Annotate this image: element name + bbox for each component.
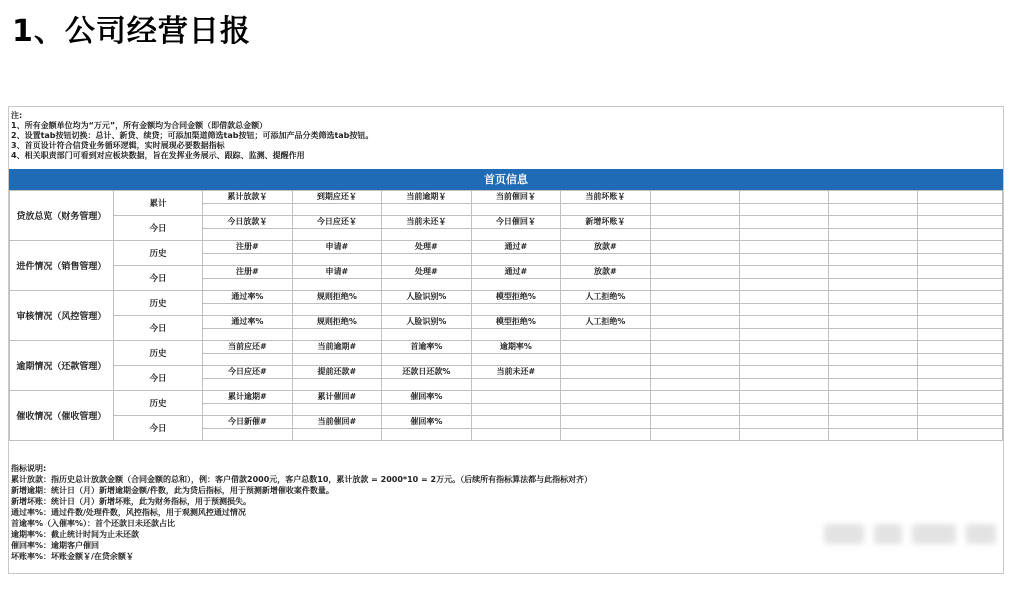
metric-cell: [828, 341, 917, 354]
metric-cell: 通过#: [471, 241, 560, 254]
metric-cell: [917, 366, 1002, 379]
value-cell: [292, 328, 381, 341]
metric-cell: 人脸识别%: [382, 291, 472, 304]
value-cell: [471, 378, 560, 391]
metric-cell: 人工拒绝%: [561, 291, 650, 304]
metric-cell: 当前未还￥: [382, 216, 472, 229]
metric-cell: 处理#: [382, 241, 472, 254]
metric-cell: [739, 216, 828, 229]
table-row: [10, 316, 1003, 329]
value-cell: [917, 353, 1002, 366]
value-cell: [561, 378, 650, 391]
metric-cell: 申请#: [292, 266, 381, 279]
metric-cell: 今日新催#: [203, 416, 292, 429]
metric-cell: [471, 416, 560, 429]
legend-line: 坏账率%：坏账金额￥/在贷余额￥: [11, 552, 134, 561]
metric-cell: [739, 266, 828, 279]
metric-cell: 催回率%: [382, 416, 472, 429]
value-cell: [471, 278, 560, 291]
value-cell: [292, 253, 381, 266]
metric-cell: [828, 366, 917, 379]
value-cell: [739, 203, 828, 216]
value-cell: [561, 328, 650, 341]
metric-cell: [739, 366, 828, 379]
value-cell: [203, 328, 292, 341]
value-cell: [650, 378, 739, 391]
value-cell: [471, 303, 560, 316]
metric-cell: 累计催回#: [292, 391, 381, 404]
value-cell: [382, 328, 472, 341]
metric-cell: 放款#: [561, 266, 650, 279]
table-row: [10, 366, 1003, 379]
value-cell: [828, 328, 917, 341]
table-row: [10, 391, 1003, 404]
metric-cell: [561, 341, 650, 354]
value-cell: [650, 428, 739, 441]
metric-cell: [917, 416, 1002, 429]
metric-cell: 当前应还#: [203, 341, 292, 354]
note-line: 3、首页设计符合信贷业务循环逻辑，实时展现必要数据指标: [11, 141, 225, 150]
metric-cell: 申请#: [292, 241, 381, 254]
metric-cell: 今日放款￥: [203, 216, 292, 229]
value-cell: [739, 253, 828, 266]
value-cell: [203, 403, 292, 416]
metric-cell: 放款#: [561, 241, 650, 254]
value-cell: [292, 228, 381, 241]
value-cell: [828, 353, 917, 366]
value-cell: [917, 403, 1002, 416]
metric-cell: [650, 266, 739, 279]
table-row: [10, 416, 1003, 429]
value-cell: [292, 378, 381, 391]
value-cell: [650, 203, 739, 216]
metric-cell: [917, 391, 1002, 404]
metric-cell: [561, 416, 650, 429]
value-cell: [471, 203, 560, 216]
value-cell: [561, 403, 650, 416]
legend-line: 催回率%：逾期客户催回: [11, 541, 100, 550]
value-cell: [471, 228, 560, 241]
blurred-watermark: [824, 520, 1004, 548]
value-cell: [917, 328, 1002, 341]
metric-cell: 模型拒绝%: [471, 291, 560, 304]
metric-cell: 到期应还￥: [292, 191, 381, 204]
period-label: 今日: [113, 416, 202, 441]
metric-cell: [917, 191, 1002, 204]
value-cell: [471, 253, 560, 266]
metric-cell: [828, 391, 917, 404]
metric-cell: 首逾率%: [382, 341, 472, 354]
value-cell: [203, 203, 292, 216]
metric-cell: [828, 191, 917, 204]
value-cell: [561, 253, 650, 266]
value-cell: [292, 278, 381, 291]
metric-cell: [917, 241, 1002, 254]
metric-cell: [650, 341, 739, 354]
value-cell: [739, 403, 828, 416]
period-label: 历史: [113, 291, 202, 316]
section-category: 催收情况（催收管理）: [10, 391, 114, 441]
metric-cell: [739, 291, 828, 304]
value-cell: [828, 403, 917, 416]
metric-cell: [561, 366, 650, 379]
period-label: 今日: [113, 316, 202, 341]
value-cell: [292, 353, 381, 366]
value-cell: [917, 303, 1002, 316]
value-cell: [650, 278, 739, 291]
metric-legend: [11, 463, 592, 562]
value-cell: [382, 303, 472, 316]
table-row: [10, 216, 1003, 229]
table-row: [10, 241, 1003, 254]
metric-cell: [828, 416, 917, 429]
value-cell: [650, 253, 739, 266]
value-cell: [292, 403, 381, 416]
value-cell: [292, 428, 381, 441]
metric-cell: 模型拒绝%: [471, 316, 560, 329]
metric-cell: [917, 266, 1002, 279]
value-cell: [828, 228, 917, 241]
value-cell: [828, 253, 917, 266]
metric-cell: 今日催回￥: [471, 216, 560, 229]
value-cell: [650, 228, 739, 241]
metric-cell: 处理#: [382, 266, 472, 279]
table-row: [10, 266, 1003, 279]
metric-cell: 还款日还款%: [382, 366, 472, 379]
value-cell: [561, 353, 650, 366]
value-cell: [650, 353, 739, 366]
metric-cell: 注册#: [203, 266, 292, 279]
page-title: 1、公司经营日报: [12, 14, 251, 49]
section-category: 逾期情况（还款管理）: [10, 341, 114, 391]
value-cell: [471, 328, 560, 341]
metric-cell: 累计放款￥: [203, 191, 292, 204]
period-label: 今日: [113, 266, 202, 291]
value-cell: [917, 278, 1002, 291]
value-cell: [203, 253, 292, 266]
value-cell: [739, 353, 828, 366]
value-cell: [739, 328, 828, 341]
value-cell: [917, 228, 1002, 241]
value-cell: [650, 303, 739, 316]
metric-cell: [650, 366, 739, 379]
value-cell: [203, 303, 292, 316]
metric-cell: [739, 341, 828, 354]
section-category: 进件情况（销售管理）: [10, 241, 114, 291]
value-cell: [382, 428, 472, 441]
metric-cell: [739, 416, 828, 429]
value-cell: [917, 378, 1002, 391]
note-line: 注:: [11, 111, 23, 120]
metric-cell: [739, 316, 828, 329]
period-label: 今日: [113, 216, 202, 241]
metric-cell: [650, 316, 739, 329]
value-cell: [203, 378, 292, 391]
metric-cell: [917, 216, 1002, 229]
metric-cell: 当前逾期#: [292, 341, 381, 354]
metric-cell: 今日应还#: [203, 366, 292, 379]
value-cell: [382, 403, 472, 416]
metric-cell: [561, 391, 650, 404]
table-row: [10, 191, 1003, 204]
value-cell: [917, 203, 1002, 216]
value-cell: [917, 253, 1002, 266]
value-cell: [828, 428, 917, 441]
value-cell: [828, 303, 917, 316]
metric-cell: [917, 316, 1002, 329]
metric-cell: [828, 316, 917, 329]
metric-cell: 人工拒绝%: [561, 316, 650, 329]
legend-line: 新增逾期：统计日（月）新增逾期金额/件数，此为贷后指标，用于预测新增催收案件数量。: [11, 486, 334, 495]
value-cell: [382, 353, 472, 366]
metric-cell: 今日应还￥: [292, 216, 381, 229]
notes-block: [11, 111, 373, 161]
metric-cell: [917, 341, 1002, 354]
metric-cell: 通过#: [471, 266, 560, 279]
legend-line: 逾期率%：截止统计时间为止未还款: [11, 530, 140, 539]
metric-cell: 当前未还#: [471, 366, 560, 379]
value-cell: [471, 353, 560, 366]
table-row: [10, 341, 1003, 354]
note-line: 1、所有金额单位均为“万元”，所有金额均为合同金额（即借款总金额）: [11, 121, 268, 130]
period-label: 历史: [113, 241, 202, 266]
value-cell: [471, 403, 560, 416]
metric-cell: 新增坏账￥: [561, 216, 650, 229]
metric-cell: [739, 191, 828, 204]
value-cell: [561, 278, 650, 291]
value-cell: [650, 328, 739, 341]
metric-cell: [739, 241, 828, 254]
metric-cell: [828, 241, 917, 254]
section-category: 贷放总览（财务管理）: [10, 191, 114, 241]
metric-cell: 提前还款#: [292, 366, 381, 379]
metric-cell: 规则拒绝%: [292, 316, 381, 329]
value-cell: [382, 203, 472, 216]
legend-line: 新增坏账：统计日（月）新增坏账，此为财务指标，用于预测损失。: [11, 497, 251, 506]
period-label: 历史: [113, 341, 202, 366]
note-line: 4、相关职责部门可看到对应板块数据，旨在发挥业务展示、跟踪、监测、提醒作用: [11, 151, 305, 160]
value-cell: [739, 303, 828, 316]
metric-cell: [471, 391, 560, 404]
value-cell: [203, 278, 292, 291]
period-label: 累计: [113, 191, 202, 216]
table-row: [10, 291, 1003, 304]
value-cell: [739, 378, 828, 391]
period-label: 历史: [113, 391, 202, 416]
legend-line: 首逾率%（入催率%）：首个还款日未还款占比: [11, 519, 176, 528]
value-cell: [739, 278, 828, 291]
metric-cell: [650, 291, 739, 304]
note-line: 2、设置tab按钮切换：总计、新贷、续贷；可添加渠道筛选tab按钮；可添加产品分类筛选tab按钮。: [11, 131, 374, 140]
banner-header: 首页信息: [9, 169, 1003, 190]
metric-cell: [828, 291, 917, 304]
metric-cell: 逾期率%: [471, 341, 560, 354]
spreadsheet-image: [8, 106, 1004, 574]
metric-cell: [828, 216, 917, 229]
legend-line: 通过率%：通过件数/处理件数，风控指标，用于观测风控通过情况: [11, 508, 246, 517]
metric-cell: 规则拒绝%: [292, 291, 381, 304]
value-cell: [917, 428, 1002, 441]
metric-cell: [650, 191, 739, 204]
value-cell: [561, 303, 650, 316]
value-cell: [828, 278, 917, 291]
value-cell: [561, 428, 650, 441]
metric-cell: [650, 216, 739, 229]
metric-cell: 通过率%: [203, 291, 292, 304]
value-cell: [828, 203, 917, 216]
value-cell: [203, 428, 292, 441]
value-cell: [561, 228, 650, 241]
metric-cell: 当前逾期￥: [382, 191, 472, 204]
metric-cell: [650, 241, 739, 254]
metric-cell: 当前坏账￥: [561, 191, 650, 204]
value-cell: [382, 253, 472, 266]
metric-cell: [650, 416, 739, 429]
value-cell: [382, 378, 472, 391]
value-cell: [739, 228, 828, 241]
value-cell: [292, 203, 381, 216]
metric-cell: [739, 391, 828, 404]
metric-cell: 人脸识别%: [382, 316, 472, 329]
metric-cell: [650, 391, 739, 404]
section-category: 审核情况（风控管理）: [10, 291, 114, 341]
value-cell: [650, 403, 739, 416]
metric-cell: [828, 266, 917, 279]
legend-line: 累计放款：指历史总计放款金额（合同金额的总和），例：客户借款2000元，客户总数10，累计放款 = 2000*10 = 2万元。（后续所有指标算法都与此指标对齐）: [11, 475, 593, 484]
metric-cell: 注册#: [203, 241, 292, 254]
legend-line: 指标说明:: [11, 464, 47, 473]
period-label: 今日: [113, 366, 202, 391]
value-cell: [739, 428, 828, 441]
metric-cell: 累计逾期#: [203, 391, 292, 404]
value-cell: [471, 428, 560, 441]
metric-cell: [917, 291, 1002, 304]
metric-cell: 当前催回￥: [471, 191, 560, 204]
value-cell: [382, 278, 472, 291]
report-table: [9, 190, 1003, 441]
metric-cell: 当前催回#: [292, 416, 381, 429]
value-cell: [561, 203, 650, 216]
value-cell: [203, 353, 292, 366]
metric-cell: 催回率%: [382, 391, 472, 404]
value-cell: [203, 228, 292, 241]
metric-cell: 通过率%: [203, 316, 292, 329]
value-cell: [292, 303, 381, 316]
value-cell: [828, 378, 917, 391]
value-cell: [382, 228, 472, 241]
